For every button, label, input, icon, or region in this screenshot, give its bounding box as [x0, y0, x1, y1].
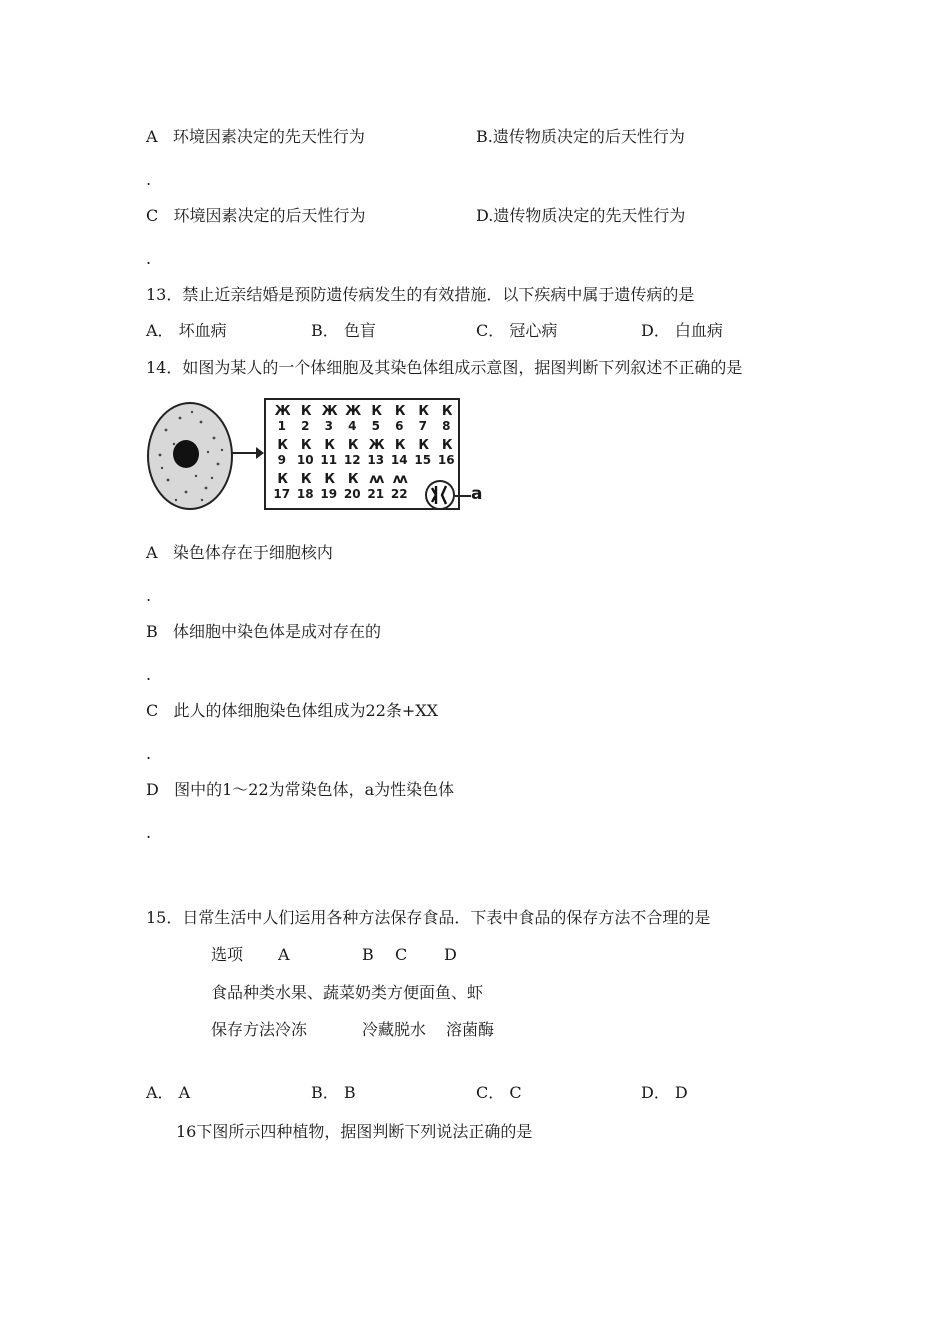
q14-option-c — [146, 701, 438, 721]
period-mark: . — [146, 170, 152, 189]
chromosome-icon: Ж — [368, 438, 383, 453]
q12-option-a — [146, 127, 365, 147]
q12-option-d-letter: D. — [476, 206, 494, 225]
chromosome-icon: Ж — [321, 404, 336, 419]
chromosome-icon: К — [418, 404, 428, 419]
chromosome-icon: Ж — [274, 404, 289, 419]
q15-option-d: D． D — [641, 1083, 688, 1102]
chromosome-number: 5 — [371, 419, 380, 433]
chromosome-number: 7 — [418, 419, 427, 433]
sex-chromosome-label: a — [471, 484, 483, 504]
chromosome-number: 16 — [437, 453, 455, 467]
chromosome-icon: К — [394, 404, 404, 419]
q14-option-d-text: 图中的1～22为常染色体，a为性染色体 — [174, 780, 455, 799]
chromosome-icon: К — [418, 438, 428, 453]
q15-option-b: B． B — [311, 1083, 356, 1102]
chromosome-number: 22 — [390, 487, 408, 501]
chromosome-number: 14 — [390, 453, 408, 467]
chromosome-number: 4 — [348, 419, 357, 433]
q12-option-c — [146, 206, 366, 226]
q13-option-c: C． 冠心病 — [476, 321, 558, 340]
period-mark: . — [146, 665, 152, 684]
q14-option-d — [146, 780, 454, 800]
q12-option-c-text: 环境因素决定的后天性行为 — [173, 206, 366, 225]
chromosome-icon: Ж — [345, 404, 360, 419]
q12-option-b — [476, 127, 685, 147]
chromosome-icon: К — [324, 472, 334, 487]
period-mark: . — [146, 586, 152, 605]
karyotype-row-2 — [270, 438, 458, 467]
q12-option-d-text: 遗传物质决定的先天性行为 — [493, 206, 686, 225]
period-mark: . — [146, 823, 152, 842]
q13-stem: 13．禁止近亲结婚是预防遗传病发生的有效措施．以下疾病中属于遗传病的是 — [146, 285, 695, 304]
chromosome-number: 19 — [320, 487, 338, 501]
chromosome-number: 11 — [320, 453, 338, 467]
q14-stem: 14．如图为某人的一个体细胞及其染色体组成示意图，据图判断下列叙述不正确的是 — [146, 358, 743, 377]
chromosome-icon: К — [394, 438, 404, 453]
q12-option-c-letter: C — [146, 206, 159, 225]
chromosome-number: 6 — [395, 419, 404, 433]
q15-table-col-a: A — [278, 945, 290, 964]
chromosome-icon: ʌʌ — [392, 472, 406, 487]
body-cell-illustration — [146, 400, 236, 512]
chromosome-number: 17 — [273, 487, 291, 501]
chromosome-number: 21 — [367, 487, 385, 501]
q14-option-b-text: 体细胞中染色体是成对存在的 — [173, 622, 382, 641]
arrow-head-icon — [256, 447, 264, 459]
q15-table-col-c: C — [395, 945, 408, 964]
q12-option-a-text: 环境因素决定的先天性行为 — [172, 127, 365, 146]
q12-option-b-letter: B. — [476, 127, 493, 146]
q15-stem: 15．日常生活中人们运用各种方法保存食品．下表中食品的保存方法不合理的是 — [146, 908, 711, 927]
q12-option-b-text: 遗传物质决定的后天性行为 — [492, 127, 685, 146]
chromosome-number: 10 — [296, 453, 314, 467]
label-pointer-line — [455, 495, 471, 497]
chromosome-number: 15 — [414, 453, 432, 467]
chromosome-icon: К — [300, 438, 310, 453]
period-mark: . — [146, 249, 152, 268]
chromosome-icon: ʌʌ — [369, 472, 383, 487]
q15-table-method-p2: 冷藏脱水 — [362, 1020, 427, 1039]
chromosome-icon: К — [441, 404, 451, 419]
chromosome-icon: К — [371, 404, 381, 419]
q12-option-a-letter: A — [146, 127, 158, 146]
q14-option-a — [146, 543, 333, 563]
q14-option-c-letter: C — [146, 701, 159, 720]
q15-table-option-label: 选项 — [211, 945, 244, 964]
chromosome-number: 2 — [301, 419, 310, 433]
chromosome-icon: К — [347, 438, 357, 453]
q15-table-method-p3: 溶菌酶 — [446, 1020, 495, 1039]
q15-option-c: C． C — [476, 1083, 522, 1102]
chromosome-number: 12 — [343, 453, 361, 467]
chromosome-icon: К — [441, 438, 451, 453]
chromosome-number: 9 — [277, 453, 286, 467]
q16-stem: 16下图所示四种植物，据图判断下列说法正确的是 — [176, 1122, 533, 1141]
q12-option-d — [476, 206, 685, 226]
chromosome-icon: К — [300, 472, 310, 487]
q13-option-b: B． 色盲 — [311, 321, 376, 340]
chromosome-number: 1 — [277, 419, 286, 433]
sex-chromosome-circle — [425, 480, 455, 510]
karyotype-figure — [146, 394, 486, 518]
q14-option-a-text: 染色体存在于细胞核内 — [172, 543, 333, 562]
karyotype-row-1 — [270, 404, 458, 433]
q15-table-col-d: D — [444, 945, 457, 964]
chromosome-icon: К — [324, 438, 334, 453]
q14-option-b — [146, 622, 381, 642]
chromosome-icon: К — [277, 472, 287, 487]
chromosome-number: 8 — [442, 419, 451, 433]
period-mark: . — [146, 744, 152, 763]
q14-option-c-text: 此人的体细胞染色体组成为22条+XX — [173, 701, 439, 720]
q15-table-col-b: B — [362, 945, 374, 964]
chromosome-icon: К — [300, 404, 310, 419]
q15-table-method-p1: 保存方法冷冻 — [211, 1020, 308, 1039]
q14-option-d-letter: D — [146, 780, 159, 799]
q15-table-food-row: 食品种类水果、蔬菜奶类方便面鱼、虾 — [211, 983, 484, 1002]
chromosome-icon: К — [277, 438, 287, 453]
chromosome-number: 20 — [343, 487, 361, 501]
chromosome-icon: К — [347, 472, 357, 487]
chromosome-number: 18 — [296, 487, 314, 501]
chromosome-number: 13 — [367, 453, 385, 467]
q15-option-a: A． A — [146, 1083, 191, 1102]
q14-option-b-letter: B — [146, 622, 158, 641]
q13-option-a: A． 坏血病 — [146, 321, 227, 340]
q14-option-a-letter: A — [146, 543, 158, 562]
karyotype-row-3 — [270, 472, 411, 501]
chromosome-number: 3 — [324, 419, 333, 433]
q13-option-d: D． 白血病 — [641, 321, 723, 340]
